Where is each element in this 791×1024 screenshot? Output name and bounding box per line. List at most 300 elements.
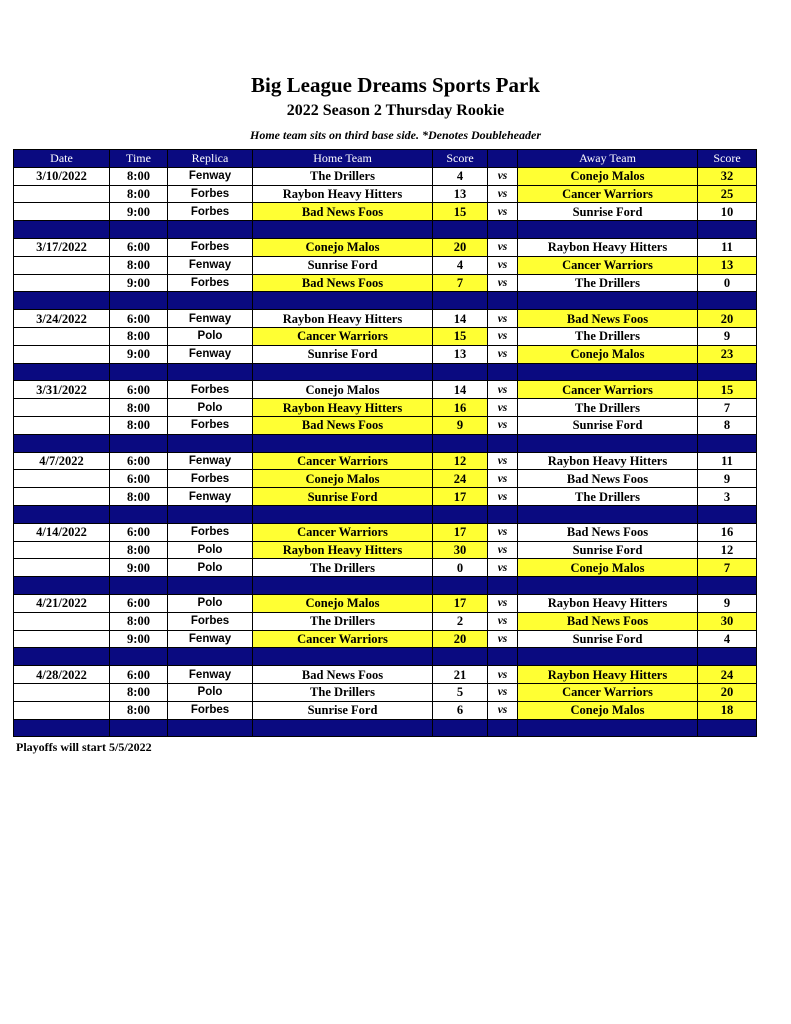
game-time: 8:00 [110,683,168,701]
separator-cell [518,577,698,595]
game-time: 8:00 [110,488,168,506]
game-row [14,381,757,399]
separator-cell [110,434,168,452]
away-score: 16 [698,523,757,541]
separator-cell [168,577,253,595]
separator-cell [488,292,518,310]
separator-cell [698,434,757,452]
away-team: The Drillers [518,488,698,506]
game-date: 3/10/2022 [14,167,110,185]
separator-cell [488,363,518,381]
week-separator [14,648,757,666]
home-team: Cancer Warriors [253,327,433,345]
game-date [14,345,110,363]
home-team: Raybon Heavy Hitters [253,310,433,328]
home-team: Sunrise Ford [253,488,433,506]
separator-cell [488,221,518,239]
home-team: Cancer Warriors [253,452,433,470]
game-time: 8:00 [110,399,168,417]
game-date [14,488,110,506]
separator-cell [518,719,698,737]
separator-cell [14,363,110,381]
game-time: 8:00 [110,185,168,203]
home-team: The Drillers [253,612,433,630]
game-row [14,274,757,292]
vs-label: vs [488,399,518,417]
vs-label: vs [488,310,518,328]
away-team: The Drillers [518,327,698,345]
game-date [14,470,110,488]
away-team: Raybon Heavy Hitters [518,452,698,470]
away-team: Conejo Malos [518,701,698,719]
separator-cell [518,292,698,310]
vs-label: vs [488,381,518,399]
col-header-away-team: Away Team [518,150,698,168]
away-team: Bad News Foos [518,470,698,488]
week-separator [14,221,757,239]
game-row [14,256,757,274]
game-replica: Fenway [168,167,253,185]
home-score: 15 [433,327,488,345]
home-team: Bad News Foos [253,666,433,684]
game-row [14,167,757,185]
separator-cell [14,292,110,310]
game-replica: Polo [168,559,253,577]
separator-cell [168,719,253,737]
home-team: Conejo Malos [253,594,433,612]
separator-cell [110,221,168,239]
game-row [14,559,757,577]
separator-cell [433,221,488,239]
schedule-body [14,167,757,737]
away-team: Sunrise Ford [518,630,698,648]
game-date [14,630,110,648]
home-score: 4 [433,167,488,185]
away-score: 18 [698,701,757,719]
vs-label: vs [488,416,518,434]
separator-cell [698,363,757,381]
game-replica: Polo [168,541,253,559]
game-time: 6:00 [110,666,168,684]
game-time: 8:00 [110,701,168,719]
game-date: 4/28/2022 [14,666,110,684]
home-team: Bad News Foos [253,203,433,221]
away-team: Bad News Foos [518,612,698,630]
col-header-away-score: Score [698,150,757,168]
game-row [14,701,757,719]
game-date [14,612,110,630]
col-header-date: Date [14,150,110,168]
vs-label: vs [488,683,518,701]
game-replica: Fenway [168,256,253,274]
col-header-home-score: Score [433,150,488,168]
game-row [14,612,757,630]
away-score: 11 [698,452,757,470]
home-team: Conejo Malos [253,238,433,256]
separator-cell [253,505,433,523]
home-team: Cancer Warriors [253,523,433,541]
vs-label: vs [488,345,518,363]
week-separator [14,719,757,737]
game-replica: Forbes [168,416,253,434]
away-team: Sunrise Ford [518,541,698,559]
home-team: The Drillers [253,559,433,577]
game-replica: Forbes [168,381,253,399]
col-header-time: Time [110,150,168,168]
game-replica: Fenway [168,345,253,363]
week-separator [14,363,757,381]
vs-label: vs [488,559,518,577]
separator-cell [110,292,168,310]
game-date [14,683,110,701]
home-score: 17 [433,594,488,612]
game-time: 6:00 [110,470,168,488]
game-time: 6:00 [110,381,168,399]
separator-cell [433,292,488,310]
away-team: Sunrise Ford [518,203,698,221]
separator-cell [253,221,433,239]
separator-cell [433,648,488,666]
away-score: 7 [698,399,757,417]
away-team: Conejo Malos [518,559,698,577]
home-team: Conejo Malos [253,470,433,488]
game-row [14,666,757,684]
game-date [14,185,110,203]
away-score: 0 [698,274,757,292]
page-subtitle: 2022 Season 2 Thursday Rookie [286,102,505,119]
away-team: Cancer Warriors [518,185,698,203]
game-date [14,541,110,559]
away-score: 20 [698,310,757,328]
game-replica: Fenway [168,488,253,506]
col-header-home-team: Home Team [253,150,433,168]
game-time: 8:00 [110,167,168,185]
away-score: 9 [698,470,757,488]
separator-cell [518,505,698,523]
game-row [14,399,757,417]
game-row [14,327,757,345]
game-replica: Polo [168,399,253,417]
game-row [14,630,757,648]
separator-cell [698,221,757,239]
away-team: The Drillers [518,274,698,292]
game-replica: Polo [168,327,253,345]
vs-label: vs [488,203,518,221]
vs-label: vs [488,666,518,684]
separator-cell [14,577,110,595]
away-score: 11 [698,238,757,256]
vs-label: vs [488,701,518,719]
separator-cell [433,577,488,595]
game-date: 4/14/2022 [14,523,110,541]
home-score: 7 [433,274,488,292]
game-row [14,345,757,363]
vs-label: vs [488,167,518,185]
game-row [14,238,757,256]
week-separator [14,505,757,523]
away-score: 13 [698,256,757,274]
home-team-note: Home team sits on third base side. *Denotes Doubleheader [250,128,541,142]
game-time: 6:00 [110,310,168,328]
game-replica: Forbes [168,612,253,630]
vs-label: vs [488,488,518,506]
home-team: Raybon Heavy Hitters [253,185,433,203]
game-replica: Forbes [168,238,253,256]
separator-cell [518,648,698,666]
separator-cell [253,577,433,595]
vs-label: vs [488,256,518,274]
separator-cell [14,221,110,239]
vs-label: vs [488,452,518,470]
game-replica: Fenway [168,452,253,470]
game-row [14,683,757,701]
game-replica: Fenway [168,310,253,328]
vs-label: vs [488,541,518,559]
game-date: 3/31/2022 [14,381,110,399]
game-time: 9:00 [110,203,168,221]
game-time: 8:00 [110,327,168,345]
away-team: Raybon Heavy Hitters [518,666,698,684]
game-time: 6:00 [110,594,168,612]
away-score: 32 [698,167,757,185]
game-time: 6:00 [110,523,168,541]
game-replica: Fenway [168,630,253,648]
home-team: Conejo Malos [253,381,433,399]
game-replica: Polo [168,594,253,612]
away-score: 9 [698,594,757,612]
game-time: 9:00 [110,630,168,648]
game-time: 9:00 [110,345,168,363]
game-date [14,274,110,292]
home-team: Bad News Foos [253,274,433,292]
week-separator [14,434,757,452]
separator-cell [14,434,110,452]
away-score: 7 [698,559,757,577]
separator-cell [253,719,433,737]
home-score: 17 [433,523,488,541]
separator-cell [253,648,433,666]
home-score: 12 [433,452,488,470]
separator-cell [488,648,518,666]
separator-cell [518,221,698,239]
home-score: 15 [433,203,488,221]
separator-cell [433,505,488,523]
separator-cell [253,363,433,381]
home-score: 17 [433,488,488,506]
home-score: 5 [433,683,488,701]
home-team: Bad News Foos [253,416,433,434]
home-team: Sunrise Ford [253,256,433,274]
vs-label: vs [488,238,518,256]
separator-cell [168,648,253,666]
game-date [14,701,110,719]
game-replica: Forbes [168,274,253,292]
home-score: 13 [433,185,488,203]
home-score: 16 [433,399,488,417]
vs-label: vs [488,594,518,612]
away-team: The Drillers [518,399,698,417]
game-row [14,594,757,612]
away-score: 25 [698,185,757,203]
home-team: The Drillers [253,683,433,701]
game-time: 8:00 [110,612,168,630]
playoffs-note: Playoffs will start 5/5/2022 [16,740,152,754]
away-score: 23 [698,345,757,363]
away-team: Raybon Heavy Hitters [518,238,698,256]
game-time: 9:00 [110,274,168,292]
game-row [14,452,757,470]
separator-cell [433,434,488,452]
game-row [14,541,757,559]
game-date [14,203,110,221]
separator-cell [698,505,757,523]
game-date: 4/21/2022 [14,594,110,612]
game-date: 3/24/2022 [14,310,110,328]
separator-cell [433,719,488,737]
separator-cell [698,719,757,737]
away-team: Conejo Malos [518,345,698,363]
game-time: 6:00 [110,452,168,470]
separator-cell [698,292,757,310]
game-row [14,523,757,541]
separator-cell [698,648,757,666]
separator-cell [168,505,253,523]
home-score: 14 [433,381,488,399]
vs-label: vs [488,327,518,345]
game-date [14,399,110,417]
separator-cell [518,363,698,381]
game-time: 6:00 [110,238,168,256]
game-row [14,416,757,434]
away-team: Conejo Malos [518,167,698,185]
away-score: 10 [698,203,757,221]
page-title: Big League Dreams Sports Park [251,73,540,97]
game-date: 4/7/2022 [14,452,110,470]
away-team: Cancer Warriors [518,256,698,274]
game-row [14,488,757,506]
separator-cell [110,505,168,523]
separator-cell [433,363,488,381]
game-replica: Forbes [168,185,253,203]
game-time: 8:00 [110,541,168,559]
separator-cell [253,434,433,452]
game-date [14,559,110,577]
home-score: 30 [433,541,488,559]
home-score: 20 [433,630,488,648]
separator-cell [168,434,253,452]
home-score: 14 [433,310,488,328]
separator-cell [253,292,433,310]
week-separator [14,292,757,310]
away-team: Bad News Foos [518,310,698,328]
game-replica: Forbes [168,523,253,541]
game-date: 3/17/2022 [14,238,110,256]
separator-cell [168,221,253,239]
away-team: Sunrise Ford [518,416,698,434]
home-score: 0 [433,559,488,577]
home-score: 4 [433,256,488,274]
game-replica: Polo [168,683,253,701]
separator-cell [698,577,757,595]
away-score: 15 [698,381,757,399]
game-time: 8:00 [110,256,168,274]
away-team: Cancer Warriors [518,683,698,701]
separator-cell [488,719,518,737]
home-team: Raybon Heavy Hitters [253,541,433,559]
vs-label: vs [488,274,518,292]
separator-cell [488,577,518,595]
vs-label: vs [488,185,518,203]
week-separator [14,577,757,595]
away-score: 30 [698,612,757,630]
vs-label: vs [488,470,518,488]
away-team: Cancer Warriors [518,381,698,399]
schedule-table [13,149,757,737]
game-replica: Forbes [168,203,253,221]
vs-label: vs [488,612,518,630]
game-date [14,327,110,345]
home-score: 24 [433,470,488,488]
separator-cell [110,363,168,381]
game-date [14,256,110,274]
game-row [14,470,757,488]
game-replica: Forbes [168,470,253,488]
away-team: Bad News Foos [518,523,698,541]
vs-label: vs [488,630,518,648]
away-score: 24 [698,666,757,684]
away-score: 9 [698,327,757,345]
game-date [14,416,110,434]
vs-label: vs [488,523,518,541]
away-score: 20 [698,683,757,701]
away-score: 4 [698,630,757,648]
home-score: 20 [433,238,488,256]
home-score: 13 [433,345,488,363]
separator-cell [488,434,518,452]
separator-cell [110,719,168,737]
home-team: The Drillers [253,167,433,185]
game-replica: Fenway [168,666,253,684]
home-score: 9 [433,416,488,434]
home-team: Raybon Heavy Hitters [253,399,433,417]
separator-cell [14,648,110,666]
away-score: 8 [698,416,757,434]
home-score: 2 [433,612,488,630]
separator-cell [14,505,110,523]
home-score: 21 [433,666,488,684]
game-time: 9:00 [110,559,168,577]
game-row [14,185,757,203]
away-team: Raybon Heavy Hitters [518,594,698,612]
separator-cell [110,648,168,666]
separator-cell [488,505,518,523]
away-score: 3 [698,488,757,506]
game-row [14,310,757,328]
game-replica: Forbes [168,701,253,719]
game-time: 8:00 [110,416,168,434]
home-team: Sunrise Ford [253,345,433,363]
col-header-replica: Replica [168,150,253,168]
col-header-vs [488,150,518,168]
header-row [14,150,757,168]
home-team: Cancer Warriors [253,630,433,648]
game-row [14,203,757,221]
home-team: Sunrise Ford [253,701,433,719]
separator-cell [168,292,253,310]
separator-cell [518,434,698,452]
away-score: 12 [698,541,757,559]
separator-cell [110,577,168,595]
